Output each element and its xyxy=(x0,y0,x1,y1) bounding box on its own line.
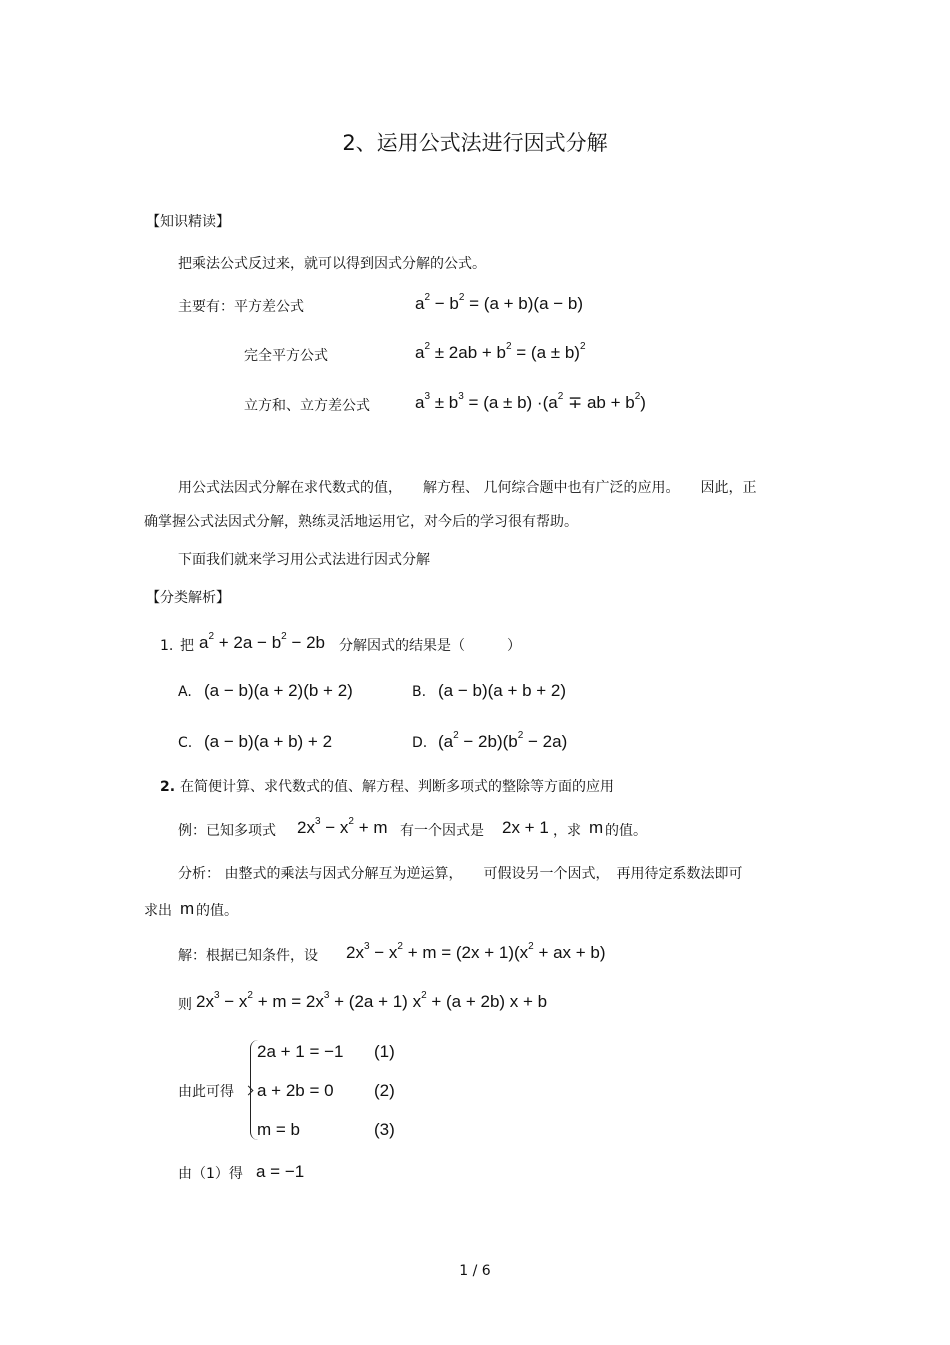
option-b-expression: (a − b)(a + b + 2) xyxy=(438,681,567,700)
usage-paragraph-line3: 下面我们就来学习用公式法进行因式分解 xyxy=(178,552,430,568)
option-a-expression: (a − b)(a + 2)(b + 2) xyxy=(204,681,353,700)
usage-paragraph-line1: 用公式法因式分解在求代数式的值， 解方程、 几何综合题中也有广泛的应用。 因此，正 xyxy=(178,480,757,496)
system-equation-3-tag: (3) xyxy=(374,1120,395,1139)
option-c-label: C. xyxy=(178,735,193,751)
question-1-prefix: 把 xyxy=(180,638,194,654)
section-heading-knowledge: 【知识精读】 xyxy=(146,214,230,230)
system-equation-1: 2a + 1 = −1 xyxy=(257,1042,344,1061)
section-heading-analysis: 【分类解析】 xyxy=(146,590,230,606)
question-2-number: 2. xyxy=(160,779,176,795)
question-2-heading: 在简便计算、求代数式的值、解方程、判断多项式的整除等方面的应用 xyxy=(180,779,614,795)
analysis-variable: m xyxy=(180,899,195,918)
question-1-prompt: 分解因式的结果是（ ） xyxy=(339,638,521,654)
page-title: 2、运用公式法进行因式分解 xyxy=(342,131,608,155)
example-middle-text: 有一个因式是 xyxy=(400,823,484,839)
system-equation-2-tag: (2) xyxy=(374,1081,395,1100)
system-equation-3: m = b xyxy=(257,1120,300,1139)
example-end: 的值。 xyxy=(605,823,647,839)
system-equation-1-tag: (1) xyxy=(374,1042,395,1061)
formula-perfect-square-label: 完全平方公式 xyxy=(244,348,328,364)
example-prefix: 例：已知多项式 xyxy=(178,823,276,839)
formula-perfect-square: $a^2 \pm 2ab + b^2 = (a \pm b)^2$ xyxy=(415,341,586,362)
formula-sum-difference-of-cubes: $a^3 \pm b^3 = (a \pm b) \cdot(a^2$ ∓ ab + $b^2$) xyxy=(415,391,646,412)
from-eq1-prefix: 由（1）得 xyxy=(178,1166,243,1182)
intro-paragraph: 把乘法公式反过来，就可以得到因式分解的公式。 xyxy=(178,256,486,272)
from-eq1-result: a = −1 xyxy=(256,1162,305,1181)
analysis-line2-end: 的值。 xyxy=(196,903,238,919)
example-variable: m xyxy=(589,818,604,837)
formula-difference-of-squares: $a^2 - b^2 = (a + b)(a - b)$ xyxy=(415,292,584,313)
example-polynomial: $2x^3 - x^2 + m$ xyxy=(297,816,388,837)
option-c-expression: (a − b)(a + b) + 2 xyxy=(204,732,333,751)
solution-assumption: $2x^3 - x^2 + m = (2x + 1)(x^2$ + ax + b) xyxy=(346,941,606,962)
option-d-label: D. xyxy=(412,735,428,751)
system-equation-2: a + 2b = 0 xyxy=(257,1081,334,1100)
option-a-label: A. xyxy=(178,684,192,700)
solution-prefix: 解：根据已知条件，设 xyxy=(178,948,318,964)
option-b-label: B. xyxy=(412,684,427,700)
example-factor: 2x + 1 xyxy=(502,818,549,837)
system-label: 由此可得 xyxy=(178,1084,234,1100)
then-prefix: 则 xyxy=(178,997,192,1013)
question-1-expression: $a^2 + 2a - b^2 - 2b$ xyxy=(199,631,326,652)
formula-lead-label: 主要有：平方差公式 xyxy=(178,299,304,315)
example-end-prefix: ，求 xyxy=(553,823,581,839)
question-1-number: 1. xyxy=(160,638,174,654)
usage-paragraph-line2: 确掌握公式法因式分解，熟练灵活地运用它，对今后的学习很有帮助。 xyxy=(144,514,578,530)
then-expansion: $2x^3 - x^2 + m = 2x^3 + (2a + 1) x^2 + (a + 2b) x + b$ xyxy=(196,990,548,1011)
analysis-line1: 分析： 由整式的乘法与因式分解互为逆运算， 可假设另一个因式， 再用待定系数法即可 xyxy=(178,866,743,882)
option-d-expression: $(a^2 - 2b)(b^2 - 2a)$ xyxy=(438,730,568,751)
analysis-line2-prefix: 求出 xyxy=(144,903,172,919)
formula-cube-label: 立方和、立方差公式 xyxy=(244,398,370,414)
page-number: 1 / 6 xyxy=(459,1263,491,1279)
